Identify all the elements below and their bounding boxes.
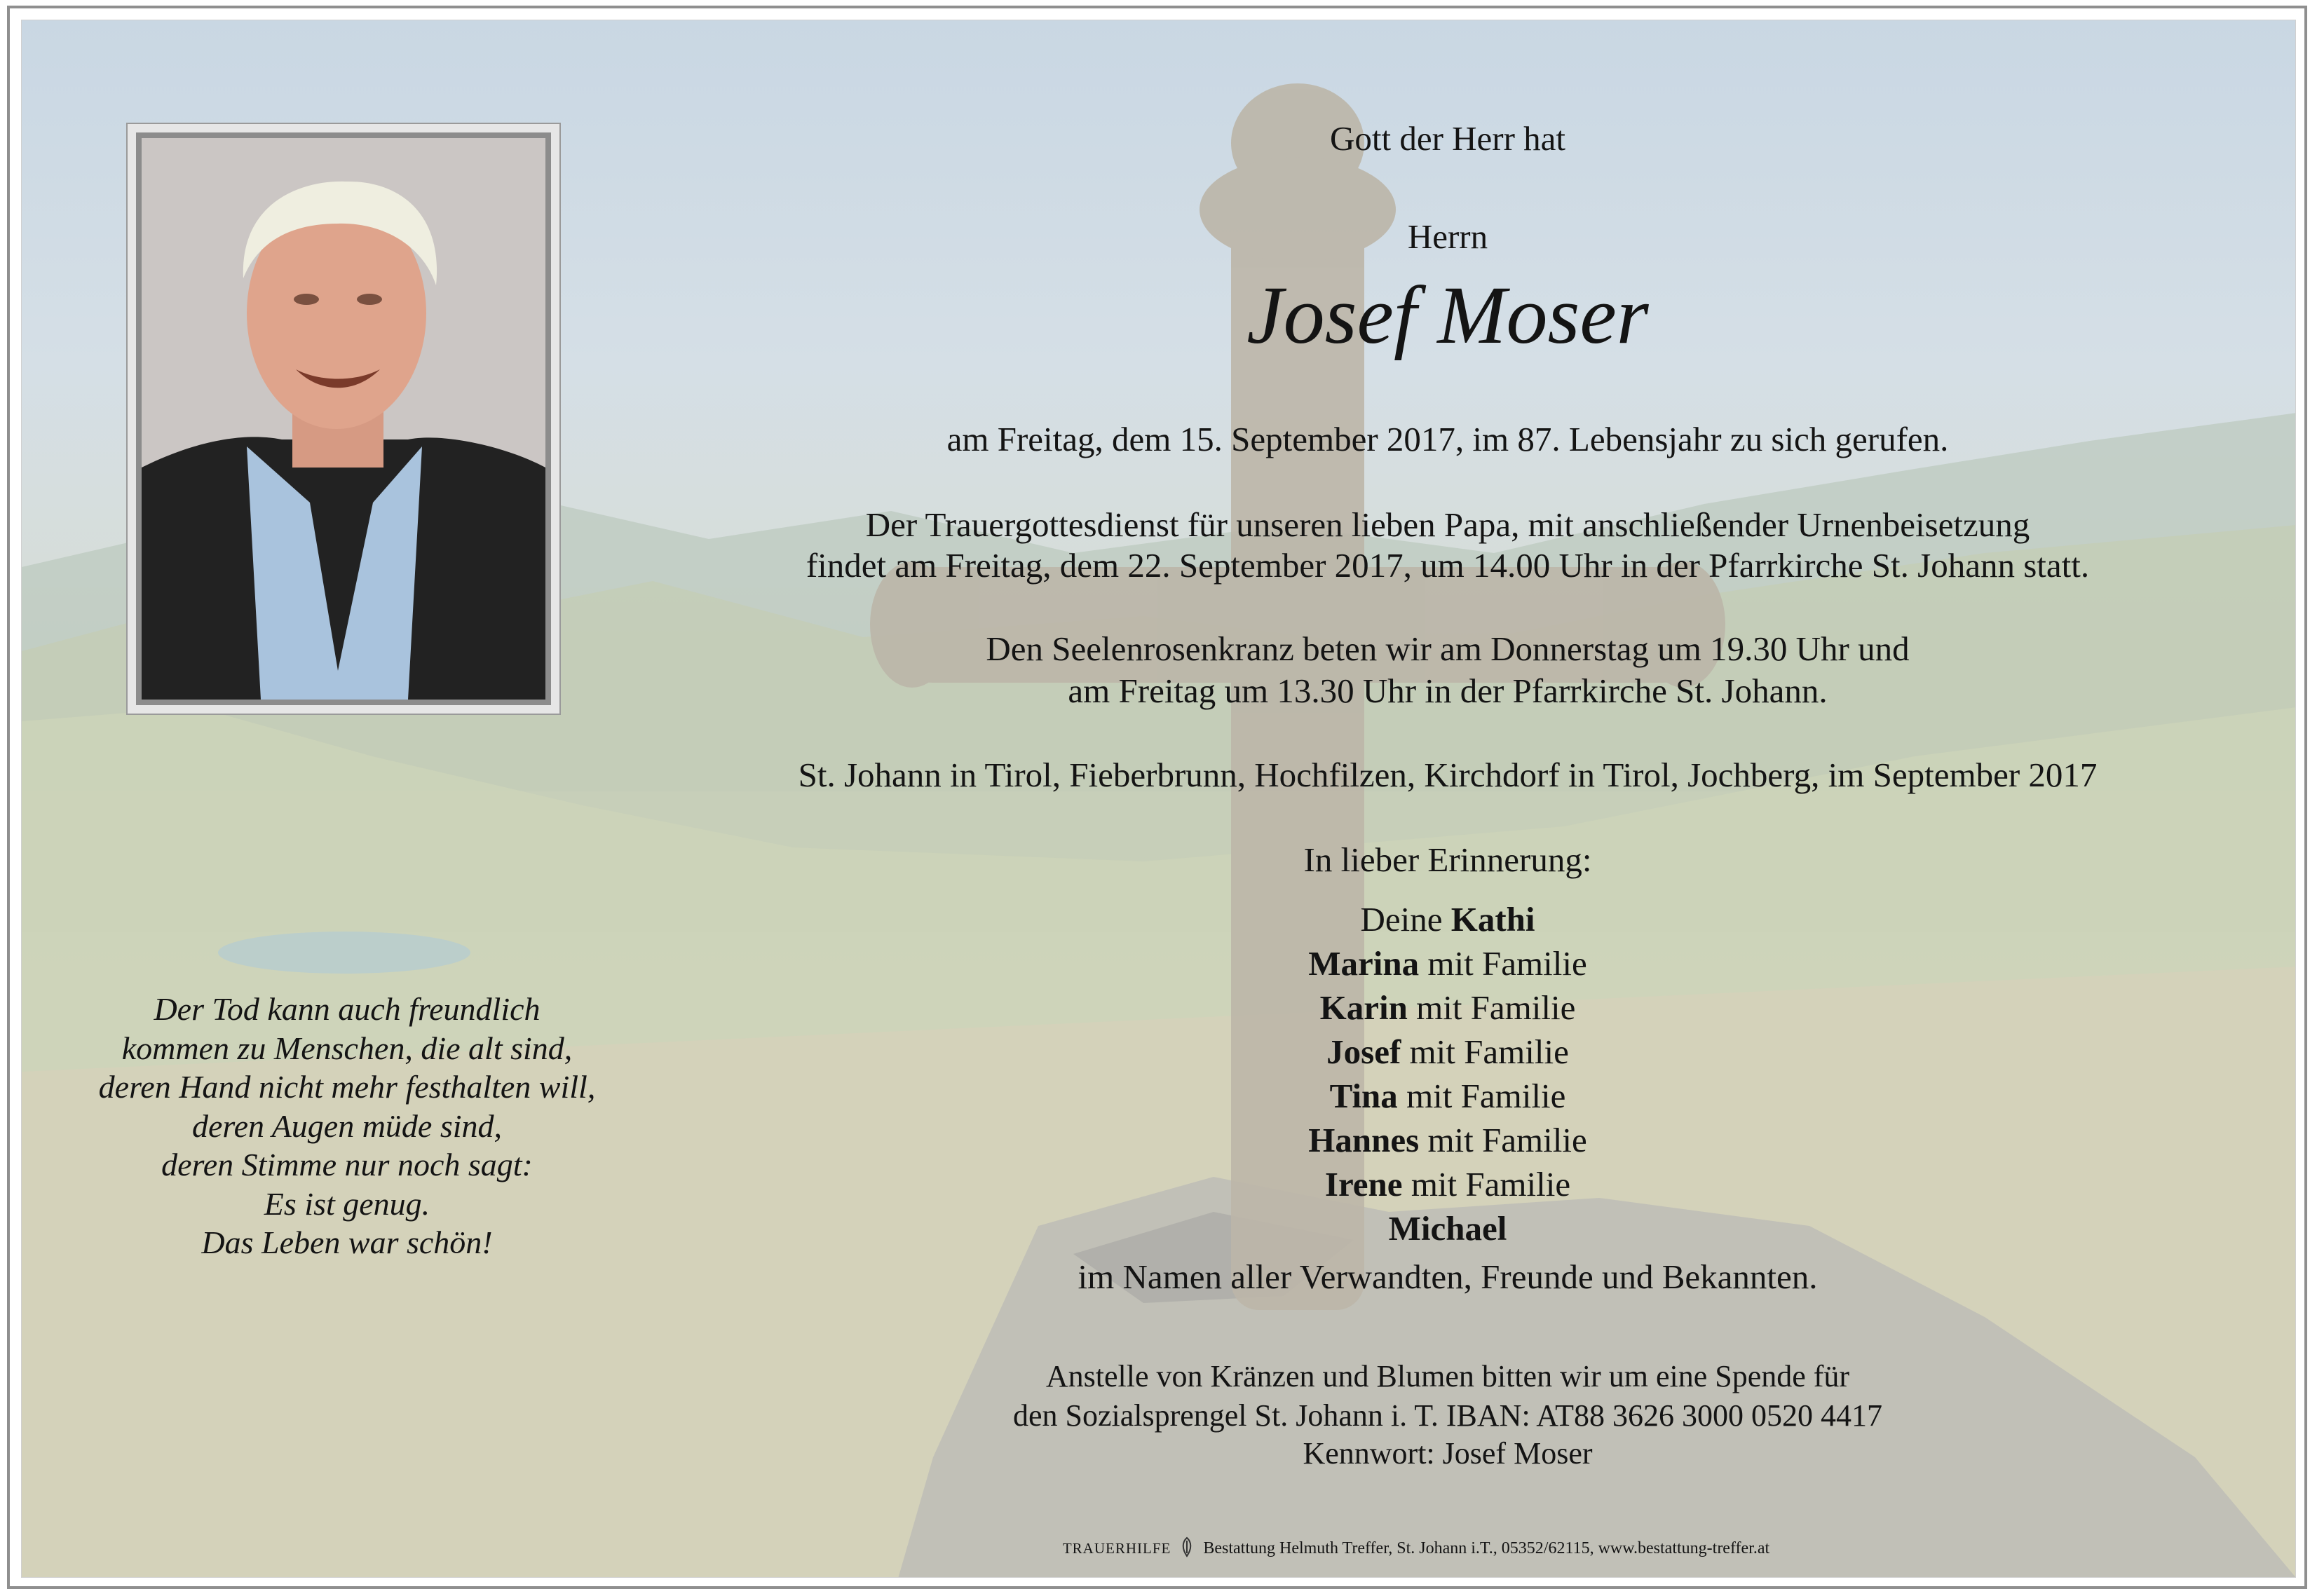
deceased-name: Josef Moser [1246, 269, 1649, 361]
mourner-name: Kathi [1450, 900, 1535, 939]
poem-line: kommen zu Menschen, die alt sind, [121, 1030, 573, 1066]
mourner-name: Hannes [1308, 1121, 1420, 1159]
donation-line-2: den Sozialsprengel St. Johann i. T. IBAN: AT88 3626 3000 0520 4417 [1012, 1398, 1883, 1433]
mourner-name: Karin [1319, 988, 1408, 1027]
donation-line-1: Anstelle von Kränzen und Blumen bitten wir um eine Spende für [1045, 1359, 1850, 1393]
poem [42, 990, 652, 1262]
mourner-line [631, 985, 2264, 1030]
mourner-name: Tina [1329, 1077, 1398, 1115]
mourner-suffix: mit Familie [1411, 1165, 1571, 1203]
portrait-photo [136, 132, 551, 705]
poem-line: deren Augen müde sind, [191, 1107, 503, 1144]
funeral-logo-icon [1179, 1536, 1195, 1562]
mourner-name: Josef [1326, 1032, 1401, 1071]
mourner-line [631, 1074, 2264, 1118]
rosary-line-2: am Freitag um 13.30 Uhr in der Pfarrkirche St. Johann. [1068, 671, 1828, 710]
poem-line: Das Leben war schön! [201, 1225, 493, 1260]
footer-brand: TRAUERHILFE [1062, 1540, 1171, 1557]
footer-text: Bestattung Helmuth Treffer, St. Johann i.T., 05352/62115, www.bestattung-treffer.at [1203, 1539, 1770, 1558]
mourner-suffix: mit Familie [1416, 988, 1576, 1027]
mourner-line [631, 1206, 2264, 1250]
poem-line: deren Stimme nur noch sagt: [161, 1147, 533, 1182]
mourner-name: Marina [1308, 944, 1420, 983]
closing-line: im Namen aller Verwandten, Freunde und Bekannten. [1078, 1257, 1818, 1296]
rosary-line-1: Den Seelenrosenkranz beten wir am Donnerstag um 19.30 Uhr und [986, 629, 1910, 668]
intro-text: Gott der Herr hat [1329, 119, 1566, 158]
mourner-suffix: mit Familie [1427, 1121, 1587, 1159]
mourner-line [631, 1162, 2264, 1206]
mourner-name: Irene [1324, 1165, 1403, 1203]
death-date-line: am Freitag, dem 15. September 2017, im 87. Lebensjahr zu sich gerufen. [946, 420, 1949, 458]
mourner-suffix: mit Familie [1409, 1032, 1569, 1071]
salutation-text: Herrn [1407, 217, 1488, 256]
mourners-list [631, 897, 2264, 1250]
mourner-suffix: mit Familie [1427, 944, 1587, 983]
mourner-line [631, 1118, 2264, 1162]
poem-line: Der Tod kann auch freundlich [154, 991, 541, 1027]
poem-line: deren Hand nicht mehr festhalten will, [98, 1069, 596, 1105]
service-line-2: findet am Freitag, dem 22. September 2017, um 14.00 Uhr in der Pfarrkirche St. Johann statt. [806, 546, 2090, 585]
places-date-line: St. Johann in Tirol, Fieberbrunn, Hochfilzen, Kirchdorf in Tirol, Jochberg, im September 2017 [798, 756, 2098, 794]
mourner-name: Michael [1388, 1209, 1507, 1248]
portrait-photo-frame [126, 123, 561, 715]
memory-heading: In lieber Erinnerung: [1303, 840, 1592, 879]
mourner-line [631, 941, 2264, 985]
mourner-line [631, 1030, 2264, 1074]
mourner-suffix: mit Familie [1406, 1077, 1566, 1115]
mourner-prefix: Deine [1360, 900, 1443, 939]
footer [855, 1536, 1977, 1562]
service-line-1: Der Trauergottesdienst für unseren lieben Papa, mit anschließender Urnenbeisetzung [865, 505, 2030, 544]
donation-line-3: Kennwort: Josef Moser [1303, 1436, 1593, 1471]
mourner-line [631, 897, 2264, 941]
poem-line: Es ist genug. [264, 1185, 430, 1222]
